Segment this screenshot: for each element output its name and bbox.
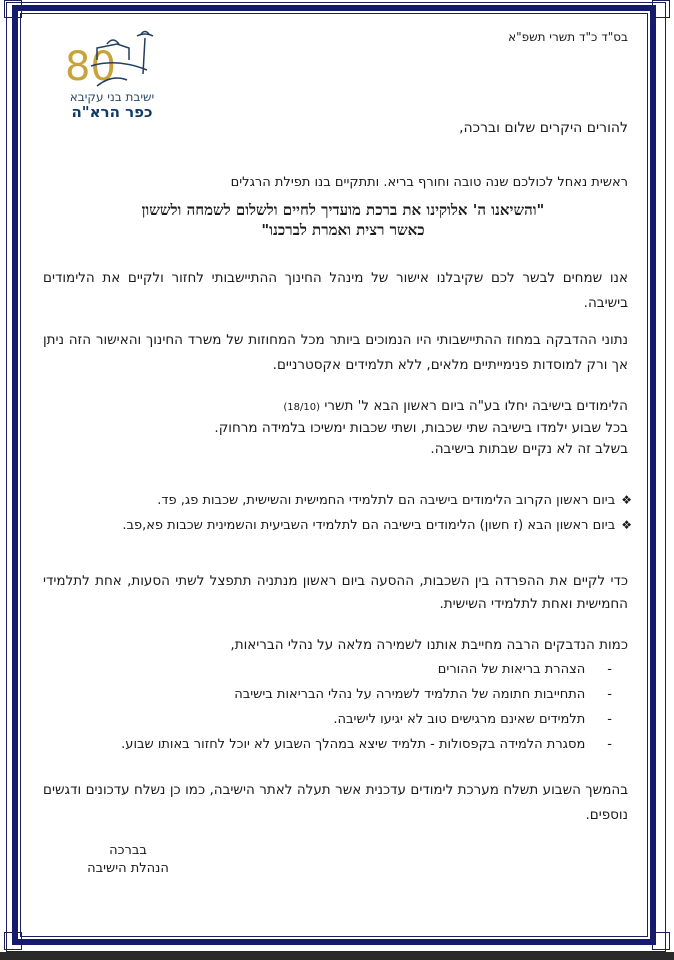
schedule-line3: בשלב זה לא נקיים שבתות בישיבה.: [430, 441, 628, 457]
rule-text: תלמידים שאינם מרגישים טוב לא יגיעו לישיבה.: [333, 712, 586, 727]
paragraph-updates: בהמשך השבוע תשלח מערכת לימודים עדכנית אשר תעלה לאתר הישיבה, כמו כן נשלח עדכונים ודגשים נוספים.: [43, 782, 628, 823]
corner-ornament: [652, 932, 670, 950]
rule-item: [52, 732, 612, 757]
bullet-item: [32, 513, 632, 538]
corner-ornament: [652, 0, 670, 18]
blessing-line2: כאשר רצית ואמרת לברכנו": [261, 221, 425, 239]
letter-page: [28, 20, 638, 930]
diamond-bullet-icon: ❖: [621, 493, 632, 507]
schedule-line1: הלימודים בישיבה יחלו בע"ה ביום ראשון הבא ל' תשרי: [324, 398, 628, 414]
bullet-text: ביום ראשון הבא (ז חשון) הלימודים בישיבה הם לתלמידי השביעית והשמינית שכבות פא,פב.: [122, 518, 616, 533]
rule-text: הצהרת בריאות של ההורים: [437, 662, 586, 677]
paragraph-approval: אנו שמחים לבשר לכם שקיבלנו אישור של מינהל החינוך ההתיישבותי לחזור ולקיים את הלימודים בישיבה.: [43, 270, 628, 311]
dash-bullet-icon: -: [607, 712, 612, 727]
blessing-line1: "והשיאנו ה' אלוקינו את ברכת מועדיך לחיים ולשלום לשמחה ולששון: [141, 201, 545, 219]
bullet-list: [32, 488, 632, 538]
diamond-bullet-icon: ❖: [621, 518, 632, 532]
rule-text: התחייבות חתומה של התלמיד לשמירה על נהלי הבריאות בישיבה: [234, 687, 586, 702]
dash-bullet-icon: -: [607, 737, 612, 752]
logo-illustration-icon: [57, 30, 167, 94]
blessing-quote: [108, 200, 578, 240]
paragraph-transport: כדי לקיים את ההפרדה בין השכבות, ההסעה ביום ראשון מנתניה תתפצל לשתי הסעות, אחת לתלמידי החמישית ואחת לתלמידי השישית.: [43, 573, 628, 612]
schedule-date: (18/10): [283, 402, 321, 413]
yeshiva-logo: [52, 30, 172, 130]
schedule-line2: בכל שבוע ילמדו בישיבה שתי שכבות, ושתי שכבות ימשיכו בלמידה מרחוק.: [214, 420, 628, 436]
rule-item: [52, 682, 612, 707]
rule-text: מסגרת הלמידה בקפסולות - תלמיד שיצא במהלך השבוע לא יוכל לחזור באותו שבוע.: [121, 737, 586, 752]
paragraph-health-rules: כמות הנדבקים הרבה מחייבת אותנו לשמירה מלאה על נהלי הבריאות,: [230, 637, 628, 653]
paragraph-schedule: [43, 396, 628, 460]
dash-bullet-icon: -: [607, 662, 612, 677]
dash-bullet-icon: -: [607, 687, 612, 702]
hebrew-date: בס"ד כ"ד תשרי תשפ"א: [508, 30, 628, 44]
signature-line1: בברכה: [109, 843, 147, 858]
signature-line2: הנהלת הישיבה: [87, 861, 169, 876]
bullet-text: ביום ראשון הקרוב הלימודים בישיבה הם לתלמידי החמישית והשישית, שכבות פג, פד.: [157, 493, 616, 508]
greeting: להורים היקרים שלום וברכה,: [459, 120, 628, 136]
rule-item: [52, 707, 612, 732]
intro-line: ראשית נאחל לכולכם שנה טובה וחורף בריא. ותתקיים בנו תפילת הרגלים: [230, 175, 628, 190]
signature: [58, 842, 198, 878]
bottom-strip: [0, 952, 674, 960]
corner-ornament: [4, 0, 22, 18]
health-rules-list: [52, 657, 612, 757]
logo-number: 80: [65, 44, 116, 90]
logo-line1: ישיבת בני עקיבא: [69, 90, 155, 104]
logo-line2: כפר הרא"ה: [71, 103, 153, 121]
paragraph-infection-data: נתוני ההדבקה במחוז ההתיישבותי היו הנמוכים ביותר מכל המחוזות של משרד החינוך והאישור הזה ניתן אך ורק למוסדות פנימייתיים מלאים, ללא תלמידים אקסטרניים.: [43, 332, 628, 373]
corner-ornament: [4, 932, 22, 950]
bullet-item: [32, 488, 632, 513]
rule-item: [52, 657, 612, 682]
